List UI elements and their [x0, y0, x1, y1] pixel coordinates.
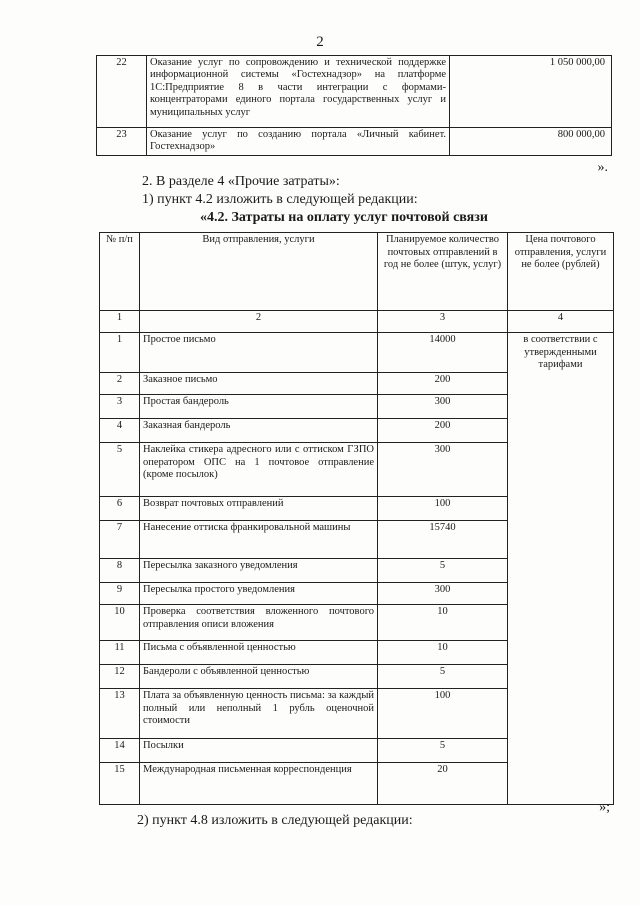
- table-row: [100, 395, 614, 419]
- top-table-closing: ».: [597, 160, 608, 175]
- row-service: Простое письмо: [140, 333, 378, 373]
- row-service: Заказная бандероль: [140, 419, 378, 443]
- postal-services-table: [99, 232, 614, 805]
- column-number-row: [100, 311, 614, 333]
- item2-intro: 2) пункт 4.8 изложить в следующей редакции:: [137, 813, 413, 828]
- price-cell: [508, 497, 614, 521]
- price-cell: [508, 739, 614, 763]
- table-header-row: [100, 233, 614, 311]
- header-type: Вид отправления, услуги: [140, 233, 378, 311]
- item1-intro: 1) пункт 4.2 изложить в следующей редакции:: [142, 192, 418, 207]
- row-quantity: 300: [378, 583, 508, 605]
- table-row: [100, 665, 614, 689]
- table-row: [100, 333, 614, 373]
- row-number: 23: [97, 128, 147, 156]
- row-number: 7: [100, 521, 140, 559]
- table-row: [100, 641, 614, 665]
- row-service: Плата за объявленную ценность письма: за каждый полный или неполный 1 рубль оценочной стоимости: [140, 689, 378, 739]
- price-cell: [508, 665, 614, 689]
- row-quantity: 10: [378, 605, 508, 641]
- table-row: [100, 605, 614, 641]
- price-cell: [508, 763, 614, 805]
- row-number: 9: [100, 583, 140, 605]
- row-quantity: 5: [378, 559, 508, 583]
- row-number: 2: [100, 373, 140, 395]
- row-number: 1: [100, 333, 140, 373]
- row-number: 13: [100, 689, 140, 739]
- price-cell: [508, 521, 614, 559]
- row-service: Возврат почтовых отправлений: [140, 497, 378, 521]
- row-quantity: 5: [378, 665, 508, 689]
- price-cell: [508, 419, 614, 443]
- header-price: Цена почтового отправления, услуги не более (рублей): [508, 233, 614, 311]
- row-service: Нанесение оттиска франкировальной машины: [140, 521, 378, 559]
- row-quantity: 100: [378, 689, 508, 739]
- row-value: 1 050 000,00: [450, 56, 612, 128]
- row-service: Письма с объявленной ценностью: [140, 641, 378, 665]
- row-number: 4: [100, 419, 140, 443]
- table-row: [97, 56, 612, 128]
- row-quantity: 200: [378, 419, 508, 443]
- price-note: в соответствии с утвержденными тарифами: [508, 333, 614, 373]
- row-number: 6: [100, 497, 140, 521]
- table-row: [100, 443, 614, 497]
- section-title: «4.2. Затраты на оплату услуг почтовой связи: [200, 210, 488, 225]
- row-number: 5: [100, 443, 140, 497]
- row-service: Наклейка стикера адресного или с оттиском ГЗПО оператором ОПС на 1 почтовое отправление (кроме посылок): [140, 443, 378, 497]
- price-cell: [508, 605, 614, 641]
- col-number: 4: [508, 311, 614, 333]
- row-service: Заказное письмо: [140, 373, 378, 395]
- page-number: 2: [316, 34, 324, 50]
- row-number: 12: [100, 665, 140, 689]
- price-cell: [508, 689, 614, 739]
- row-service: Международная письменная корреспонденция: [140, 763, 378, 805]
- row-quantity: 20: [378, 763, 508, 805]
- row-service: Посылки: [140, 739, 378, 763]
- row-number: 22: [97, 56, 147, 128]
- price-cell: [508, 641, 614, 665]
- price-cell: [508, 395, 614, 419]
- main-table-closing: »;: [599, 800, 610, 815]
- row-quantity: 10: [378, 641, 508, 665]
- row-number: 3: [100, 395, 140, 419]
- price-cell: [508, 443, 614, 497]
- col-number: 1: [100, 311, 140, 333]
- col-number: 3: [378, 311, 508, 333]
- row-description: Оказание услуг по созданию портала «Личный кабинет. Гостехнадзор»: [147, 128, 450, 156]
- price-cell: [508, 559, 614, 583]
- row-description: Оказание услуг по сопровождению и технической поддержке информационной системы «Гостехнадзор» на платформе 1С:Предприятие 8 в части интеграции с формами-концентраторами единого портала государственных услуг и муниципальных услуг: [147, 56, 450, 128]
- table-row: [100, 373, 614, 395]
- row-number: 8: [100, 559, 140, 583]
- row-number: 10: [100, 605, 140, 641]
- table-row: [100, 521, 614, 559]
- row-quantity: 300: [378, 443, 508, 497]
- col-number: 2: [140, 311, 378, 333]
- price-cell: [508, 583, 614, 605]
- table-row: [100, 689, 614, 739]
- row-service: Проверка соответствия вложенного почтового отправления описи вложения: [140, 605, 378, 641]
- row-service: Простая бандероль: [140, 395, 378, 419]
- row-number: 14: [100, 739, 140, 763]
- row-service: Пересылка простого уведомления: [140, 583, 378, 605]
- row-quantity: 15740: [378, 521, 508, 559]
- row-quantity: 100: [378, 497, 508, 521]
- table-row: [100, 583, 614, 605]
- table-row: [100, 419, 614, 443]
- row-quantity: 14000: [378, 333, 508, 373]
- table-row: [100, 497, 614, 521]
- section-intro: 2. В разделе 4 «Прочие затраты»:: [142, 174, 340, 189]
- row-service: Бандероли с объявленной ценностью: [140, 665, 378, 689]
- row-value: 800 000,00: [450, 128, 612, 156]
- row-quantity: 5: [378, 739, 508, 763]
- table-row: [97, 128, 612, 156]
- row-quantity: 200: [378, 373, 508, 395]
- table-row: [100, 559, 614, 583]
- top-table: [96, 55, 612, 156]
- price-cell: [508, 373, 614, 395]
- row-quantity: 300: [378, 395, 508, 419]
- row-number: 11: [100, 641, 140, 665]
- table-row: [100, 763, 614, 805]
- table-row: [100, 739, 614, 763]
- row-number: 15: [100, 763, 140, 805]
- header-qty: Планируемое количество почтовых отправлений в год не более (штук, услуг): [378, 233, 508, 311]
- row-service: Пересылка заказного уведомления: [140, 559, 378, 583]
- header-num: № п/п: [100, 233, 140, 311]
